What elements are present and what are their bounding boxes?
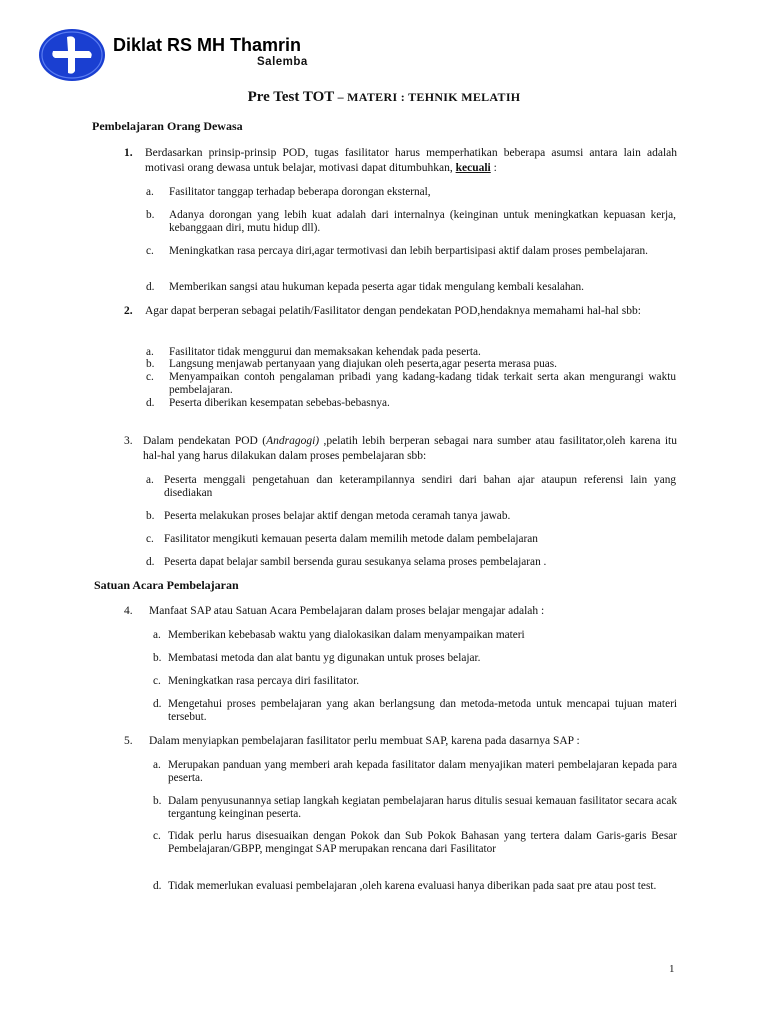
option-letter: b. xyxy=(153,652,162,664)
option-3a[interactable] xyxy=(146,474,676,500)
question-number: 1. xyxy=(124,147,133,159)
option-text: Meningkatkan rasa percaya diri,agar termotivasi dan lebih berpartisipasi aktif dalam proses pembelajaran. xyxy=(169,245,648,257)
option-4c[interactable] xyxy=(153,675,677,688)
option-5a[interactable] xyxy=(153,759,677,785)
option-4b[interactable] xyxy=(153,652,677,665)
question-2 xyxy=(124,304,677,319)
question-number: 2. xyxy=(124,305,133,317)
option-letter: c. xyxy=(153,675,161,687)
option-2c[interactable] xyxy=(146,371,676,397)
option-letter: c. xyxy=(146,533,154,545)
question-text: Agar dapat berperan sebagai pelatih/Fasilitator dengan pendekatan POD,hendaknya memahami hal-hal sbb: xyxy=(145,305,641,317)
option-text: Dalam penyusunannya setiap langkah kegiatan pembelajaran harus ditulis sesuai kemauan fasilitator secara acak tergantung keinginan peserta. xyxy=(168,795,677,820)
option-text: Peserta melakukan proses belajar aktif dengan metoda ceramah tanya jawab. xyxy=(164,510,511,522)
option-letter: a. xyxy=(146,186,154,198)
option-1b[interactable] xyxy=(146,209,676,235)
option-3b[interactable] xyxy=(146,510,676,523)
option-1a[interactable] xyxy=(146,186,676,199)
question-text: Dalam menyiapkan pembelajaran fasilitator perlu membuat SAP, karena pada dasarnya SAP : xyxy=(149,735,580,747)
org-name: Diklat RS MH Thamrin xyxy=(113,35,302,55)
cross-logo-icon xyxy=(37,27,107,83)
option-1c[interactable] xyxy=(146,245,676,258)
option-3d[interactable] xyxy=(146,556,676,569)
option-text: Memberikan sangsi atau hukuman kepada peserta agar tidak mengulang kembali kesalahan. xyxy=(169,281,585,293)
option-text: Memberikan kebebasab waktu yang dialokasikan dalam menyampaikan materi xyxy=(168,629,525,641)
option-letter: c. xyxy=(153,830,161,842)
section-heading-sap: Satuan Acara Pembelajaran xyxy=(94,578,239,592)
option-letter: a. xyxy=(146,346,154,358)
question-3 xyxy=(124,434,677,464)
option-text: Peserta menggali pengetahuan dan keterampilannya sendiri dari bahan ajar ataupun referensi lain yang disediakan xyxy=(164,474,676,499)
question-emphasis: kecuali xyxy=(455,162,491,174)
option-letter: d. xyxy=(153,880,162,892)
question-5 xyxy=(124,734,677,749)
question-1 xyxy=(124,146,677,176)
option-text: Merupakan panduan yang memberi arah kepada fasilitator dalam menyajikan materi pembelajaran kepada para peserta. xyxy=(168,759,677,784)
question-text-rest: ,pelatih lebih berperan sebagai nara sumber atau fasilitator,oleh karena itu hal-hal yang harus dilakukan dalam proses pembelajaran sbb: xyxy=(143,435,677,462)
option-letter: b. xyxy=(146,510,155,522)
option-letter: b. xyxy=(146,209,155,221)
option-text: Fasilitator mengikuti kemauan peserta dalam memilih metode dalam pembelajaran xyxy=(164,533,538,545)
question-4 xyxy=(124,604,677,619)
option-text: Peserta diberikan kesempatan sebebas-bebasnya. xyxy=(169,397,390,409)
option-4d[interactable] xyxy=(153,698,677,724)
option-letter: a. xyxy=(153,759,161,771)
option-text: Peserta dapat belajar sambil bersenda gurau sesukanya selama proses pembelajaran . xyxy=(164,556,547,568)
option-text: Meningkatkan rasa percaya diri fasilitator. xyxy=(168,675,360,687)
option-text: Tidak perlu harus disesuaikan dengan Pokok dan Sub Pokok Bahasan yang tertera dalam Garis-garis Besar Pembelajaran/GBPP, mengingat SAP merupakan rencana dari Fasilitator xyxy=(168,830,677,855)
option-text: Fasilitator tanggap terhadap beberapa dorongan eksternal, xyxy=(169,186,431,198)
option-letter: a. xyxy=(146,474,154,486)
page-title xyxy=(0,88,768,106)
question-number: 5. xyxy=(124,735,133,747)
section-heading-pod: Pembelajaran Orang Dewasa xyxy=(92,119,243,133)
option-text: Mengetahui proses pembelajaran yang akan berlangsung dan metoda-metoda untuk mencapai tujuan materi tersebut. xyxy=(168,698,677,723)
option-1d[interactable] xyxy=(146,281,676,294)
option-text: Fasilitator tidak menggurui dan memaksakan kehendak pada peserta. xyxy=(169,346,481,358)
question-number: 4. xyxy=(124,605,133,617)
option-text: Langsung menjawab pertanyaan yang diajukan oleh peserta,agar peserta merasa puas. xyxy=(169,358,558,370)
question-text: Berdasarkan prinsip-prinsip POD, tugas fasilitator harus memperhatikan beberapa asumsi antara lain adalah motivasi orang dewasa untuk belajar, motivasi dapat ditumbuhkan, xyxy=(145,147,677,174)
page-number: 1 xyxy=(669,963,675,975)
option-5b[interactable] xyxy=(153,795,677,821)
option-5c[interactable] xyxy=(153,830,677,856)
option-letter: b. xyxy=(153,795,162,807)
option-text: Tidak memerlukan evaluasi pembelajaran ,oleh karena evaluasi hanya diberikan pada saat pre atau post test. xyxy=(168,880,657,892)
option-letter: b. xyxy=(146,358,155,370)
org-subtitle: Salemba xyxy=(257,56,308,68)
question-text: Manfaat SAP atau Satuan Acara Pembelajaran dalam proses belajar mengajar adalah : xyxy=(149,605,545,617)
option-letter: c. xyxy=(146,371,154,383)
title-sub: – MATERI : TEHNIK MELATIH xyxy=(334,90,521,104)
option-letter: d. xyxy=(146,556,155,568)
question-tail: : xyxy=(490,162,497,174)
option-4a[interactable] xyxy=(153,629,677,642)
title-main: Pre Test TOT xyxy=(247,89,335,105)
question-italic: Andragogi) xyxy=(266,435,320,447)
option-3c[interactable] xyxy=(146,533,676,546)
option-text: Adanya dorongan yang lebih kuat adalah dari internalnya (keinginan untuk meningkatkan kepuasan kerja, kebanggaan diri, mutu hidup dll). xyxy=(169,209,676,234)
option-letter: d. xyxy=(153,698,162,710)
option-2b[interactable] xyxy=(146,358,676,371)
question-number: 3. xyxy=(124,435,133,447)
option-letter: a. xyxy=(153,629,161,641)
option-letter: c. xyxy=(146,245,154,257)
option-text: Menyampaikan contoh pengalaman pribadi yang kadang-kadang tidak terkait serta akan mengurangi waktu pembelajaran. xyxy=(169,371,676,396)
option-text: Membatasi metoda dan alat bantu yg digunakan untuk proses belajar. xyxy=(168,652,481,664)
question-text: Dalam pendekatan POD ( xyxy=(143,435,267,447)
option-letter: d. xyxy=(146,281,155,293)
option-2d[interactable] xyxy=(146,397,676,410)
option-5d[interactable] xyxy=(153,880,677,893)
option-letter: d. xyxy=(146,397,155,409)
